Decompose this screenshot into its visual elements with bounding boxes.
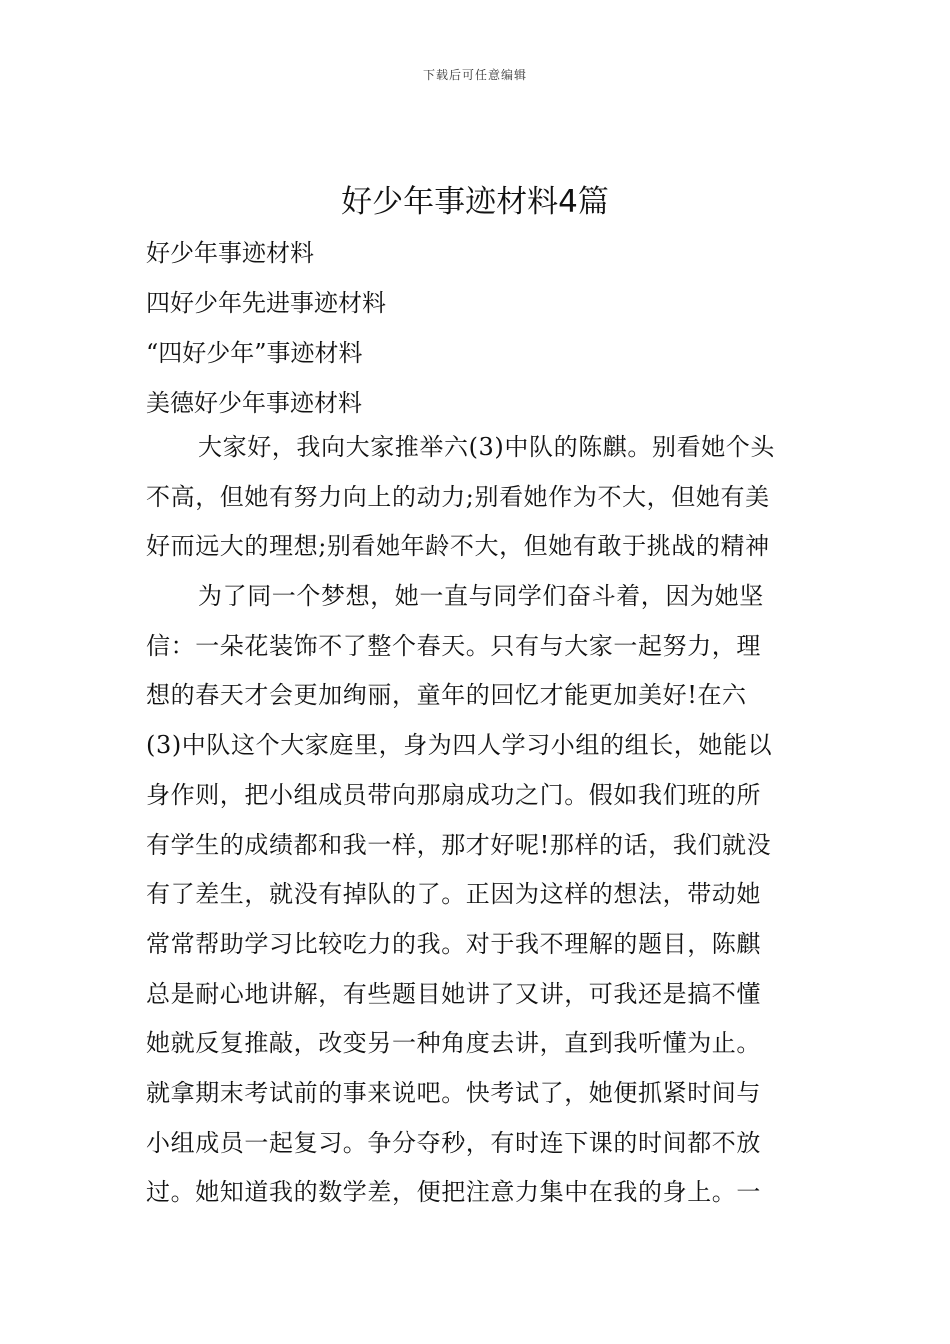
toc-list (146, 228, 826, 428)
paragraph-2-line: 总是耐心地讲解，有些题目她讲了又讲，可我还是搞不懂 (146, 979, 761, 1008)
paragraph-2-line: 就拿期末考试前的事来说吧。快考试了，她便抓紧时间与 (146, 1078, 761, 1107)
paragraph-2-line: 为了同一个梦想，她一直与同学们奋斗着，因为她坚 (198, 582, 764, 611)
paragraph-2-line: 常常帮助学习比较吃力的我。对于我不理解的题目，陈麒 (146, 929, 761, 958)
paragraph-2-line: 信：一朵花装饰不了整个春天。只有与大家一起努力，理 (146, 631, 761, 660)
paragraph-2-line: 想的春天才会更加绚丽，童年的回忆才能更加美好!在六 (146, 681, 747, 710)
page-header: 下载后可任意编辑 (422, 68, 527, 82)
paragraph-1-line: 好而远大的理想;别看她年龄不大，但她有敢于挑战的精神 (146, 532, 770, 561)
document-title: 好少年事迹材料4篇 (341, 184, 609, 220)
body-text (146, 423, 808, 1218)
toc-item: 美德好少年事迹材料 (146, 389, 362, 417)
paragraph-2-line: 小组成员一起复习。争分夺秒，有时连下课的时间都不放 (146, 1128, 761, 1157)
toc-item: 好少年事迹材料 (146, 239, 314, 267)
paragraph-2-line: 有学生的成绩都和我一样，那才好呢!那样的话，我们就没 (146, 830, 772, 859)
paragraph-2-line: 过。她知道我的数学差，便把注意力集中在我的身上。一 (146, 1178, 761, 1207)
paragraph-1-line: 不高，但她有努力向上的动力;别看她作为不大，但她有美 (146, 482, 770, 511)
paragraph-2-line: 有了差生，就没有掉队的了。正因为这样的想法，带动她 (146, 880, 761, 909)
toc-item: 四好少年先进事迹材料 (146, 289, 386, 317)
paragraph-2-line: 身作则，把小组成员带向那扇成功之门。假如我们班的所 (146, 780, 761, 809)
paragraph-2-line: 她就反复推敲，改变另一种角度去讲，直到我听懂为止。 (146, 1029, 761, 1058)
paragraph-2-line: (3)中队这个大家庭里，身为四人学习小组的组长，她能以 (146, 731, 773, 760)
toc-item: “四好少年”事迹材料 (146, 339, 363, 367)
paragraph-1-line: 大家好，我向大家推举六(3)中队的陈麒。别看她个头 (198, 433, 775, 461)
